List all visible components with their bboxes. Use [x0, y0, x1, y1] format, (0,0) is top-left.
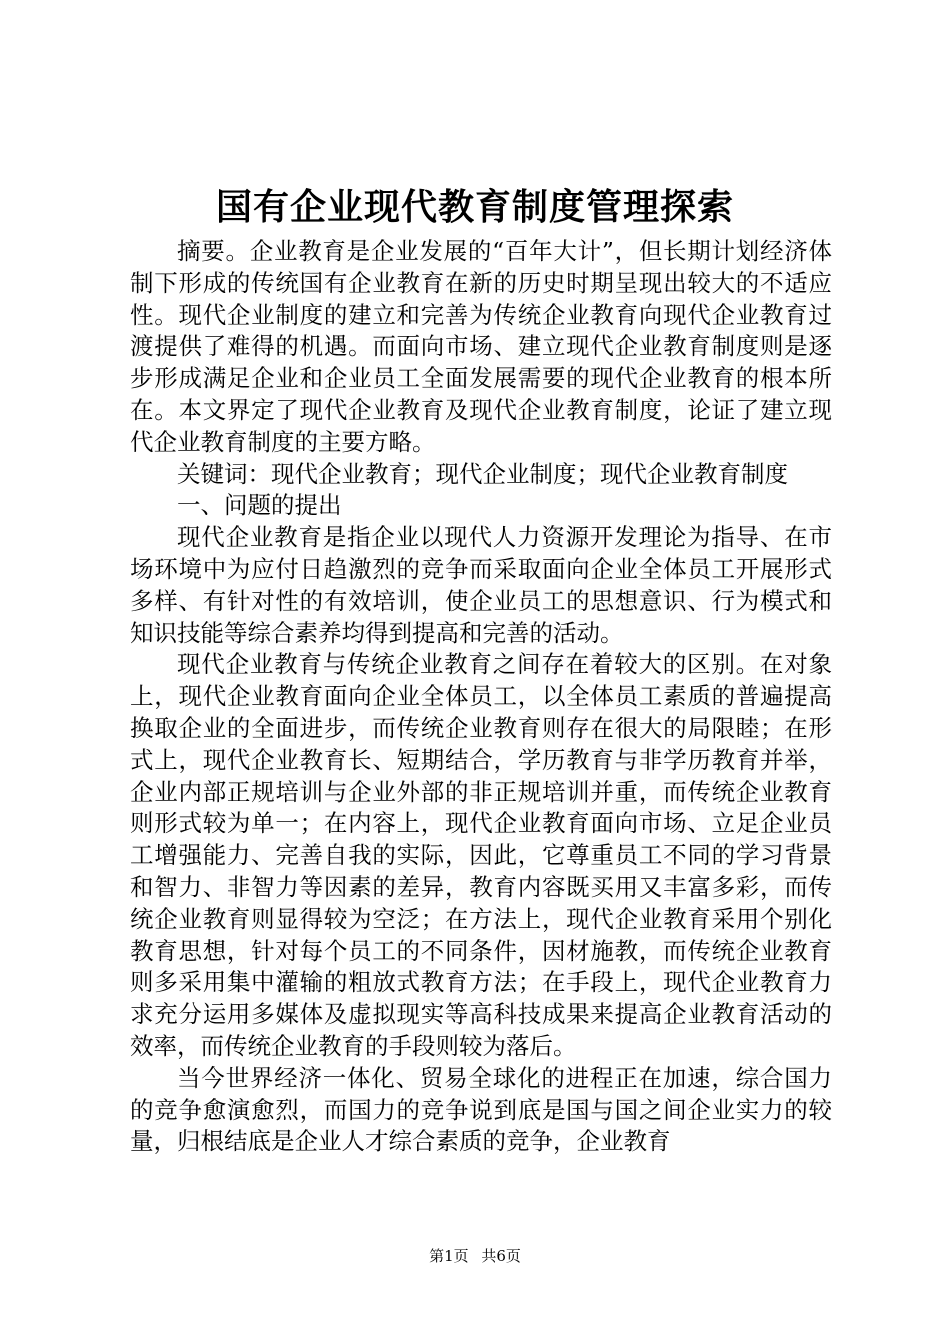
document-title: 国有企业现代教育制度管理探索 [215, 187, 734, 228]
section-heading: 一、问题的提出 [177, 491, 342, 520]
keywords-paragraph: 关键词：现代企业教育；现代企业制度；现代企业教育制度 [177, 459, 788, 488]
document-body [130, 236, 832, 1158]
body-paragraph: 当今世界经济一体化、贸易全球化的进程正在加速，综合国力的竞争愈演愈烈，而国力的竞争说到底是国与国之间企业实力的较量，归根结底是企业人才综合素质的竞争，企业教育 [130, 1063, 832, 1156]
body-paragraph: 现代企业教育是指企业以现代人力资源开发理论为指导、在市场环境中为应付日趋激烈的竞争而采取面向企业全体员工开展形式多样、有针对性的有效培训，使企业员工的思想意识、行为模式和知识技能等综合素养均得到提高和完善的活动。 [130, 523, 832, 647]
abstract-paragraph: 摘要。企业教育是企业发展的“百年大计”，但长期计划经济体制下形成的传统国有企业教育在新的历史时期呈现出较大的不适应性。现代企业制度的建立和完善为传统企业教育向现代企业教育过渡提供了难得的机遇。而面向市场、建立现代企业教育制度则是逐步形成满足企业和企业员工全面发展需要的现代企业教育的根本所在。本文界定了现代企业教育及现代企业教育制度，论证了建立现代企业教育制度的主要方略。 [130, 237, 832, 456]
page-footer [0, 1246, 950, 1266]
body-paragraph: 现代企业教育与传统企业教育之间存在着较大的区别。在对象上，现代企业教育面向企业全体员工，以全体员工素质的普遍提高换取企业的全面进步，而传统企业教育则存在很大的局限睦；在形式上，现代企业教育长、短期结合，学历教育与非学历教育并举，企业内部正规培训与企业外部的非正规培训并重，而传统企业教育则形式较为单一；在内容上，现代企业教育面向市场、立足企业员工增强能力、完善自我的实际，因此，它尊重员工不同的学习背景和智力、非智力等因素的差异，教育内容既买用又丰富多彩，而传统企业教育则显得较为空泛；在方法上，现代企业教育采用个别化教育思想，针对每个员工的不同条件，因材施教，而传统企业教育则多采用集中灌输的粗放式教育方法；在手段上，现代企业教育力求充分运用多媒体及虚拟现实等高科技成果来提高企业教育活动的效率，而传统企业教育的手段则较为落后。 [130, 650, 832, 1060]
page-total: 共6页 [481, 1247, 521, 1265]
page-number: 第1页 [429, 1247, 469, 1265]
